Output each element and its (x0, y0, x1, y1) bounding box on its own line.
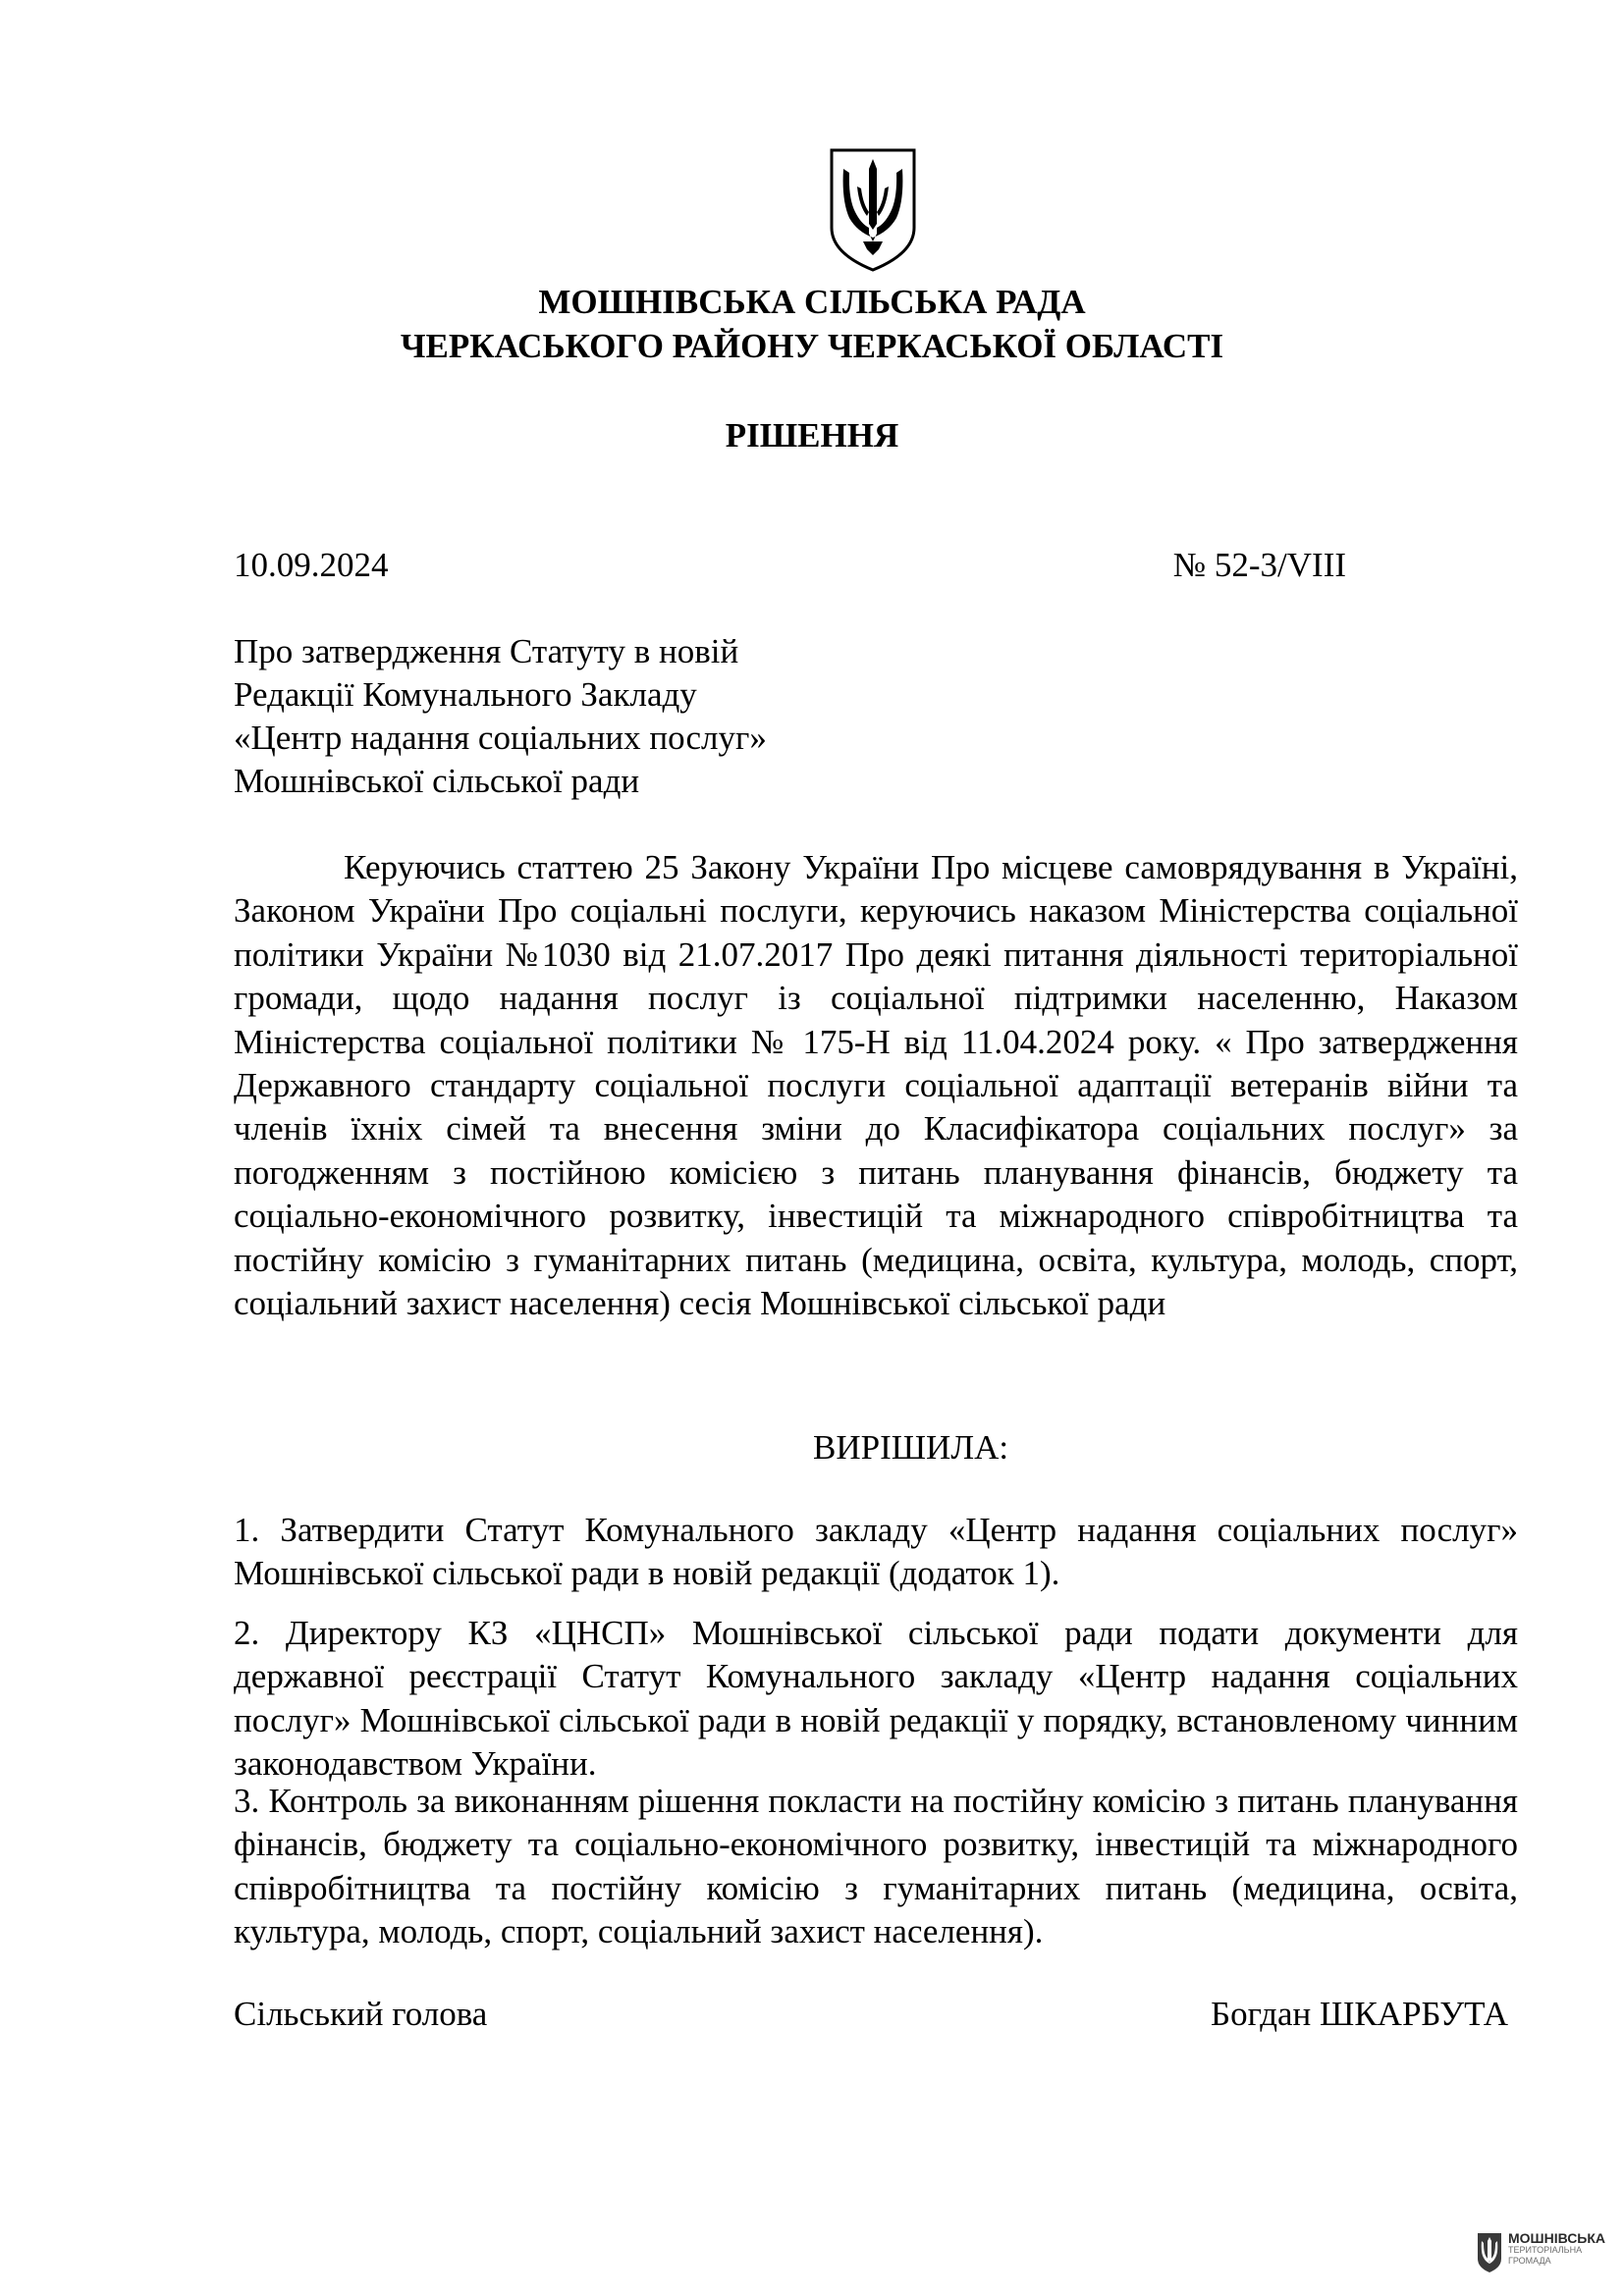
decision-item-1: 1. Затвердити Статут Комунального закладу «Центр надання соціальних послуг» Мошнівської сільської ради в новій редакції (додаток 1). (234, 1511, 1518, 1593)
subject-line: «Центр надання соціальних послуг» (234, 719, 767, 757)
trident-coat-of-arms-icon (828, 147, 918, 273)
signatory-name: Богдан ШКАРБУТА (1211, 1995, 1508, 2033)
logo-main-text: МОШНІВСЬКА (1508, 2230, 1606, 2246)
preamble-paragraph: Керуючись статтею 25 Закону України Про місцеве самоврядування в Україні, Законом України Про соціальні послуги, керуючись наказом Міністерства соціальної політики України №1030 від 21.07.2017 Про деякі питання діяльності територіальної громади, щодо надання послуг із соціальної підтримки населенню, Наказом Міністерства соціальної політики № 175-Н від 11.04.2024 року. « Про затвердження Державного стандарту соціальної послуги соціальної адаптації ветеранів війни та членів їхніх сімей та внесення зміни до Класифікатора соціальних послуг» за погодженням з постійною комісією з питань планування фінансів, бюджету та соціально-економічного розвитку, інвестицій та міжнародного співробітництва та постійну комісію з гуманітарних питань (медицина, освіта, культура, молодь, спорт, соціальний захист населення) сесія Мошнівської сільської ради (234, 848, 1518, 1323)
community-logo (1476, 2229, 1613, 2280)
decision-item-2: 2. Директору КЗ «ЦНСП» Мошнівської сільської ради подати документи для державної реєстрації Статут Комунального закладу «Центр надання соціальних послуг» Мошнівської сільської ради в новій редакції у порядку, встановленому чинним законодавством України. (234, 1614, 1518, 1784)
trident-icon (1476, 2231, 1503, 2274)
subject-line: Редакції Комунального Закладу (234, 675, 697, 714)
decision-number: № 52-3/VIII (1172, 546, 1346, 584)
logo-text (1508, 2232, 1605, 2267)
decision-date: 10.09.2024 (234, 546, 389, 584)
logo-sub-text: ГРОМАДА (1508, 2256, 1551, 2266)
document-type-title: РІШЕННЯ (725, 416, 899, 454)
decided-heading: ВИРІШИЛА: (813, 1428, 1009, 1467)
logo-sub-text: ТЕРИТОРІАЛЬНА (1508, 2245, 1583, 2255)
council-name: МОШНІВСЬКА СІЛЬСЬКА РАДА (538, 283, 1086, 321)
council-district: ЧЕРКАСЬКОГО РАЙОНУ ЧЕРКАСЬКОЇ ОБЛАСТІ (400, 327, 1224, 365)
decision-subject (234, 630, 767, 803)
decision-item-3: 3. Контроль за виконанням рішення покласти на постійну комісію з питань планування фінансів, бюджету та соціально-економічного розвитку, інвестицій та міжнародного співробітництва та постійну комісію з гуманітарних питань (медицина, освіта, культура, молодь, спорт, соціальний захист населення). (234, 1782, 1518, 1951)
subject-line: Про затвердження Статуту в новій (234, 632, 739, 670)
subject-line: Мошнівської сільської ради (234, 762, 640, 800)
signatory-title: Сільський голова (234, 1995, 488, 2033)
